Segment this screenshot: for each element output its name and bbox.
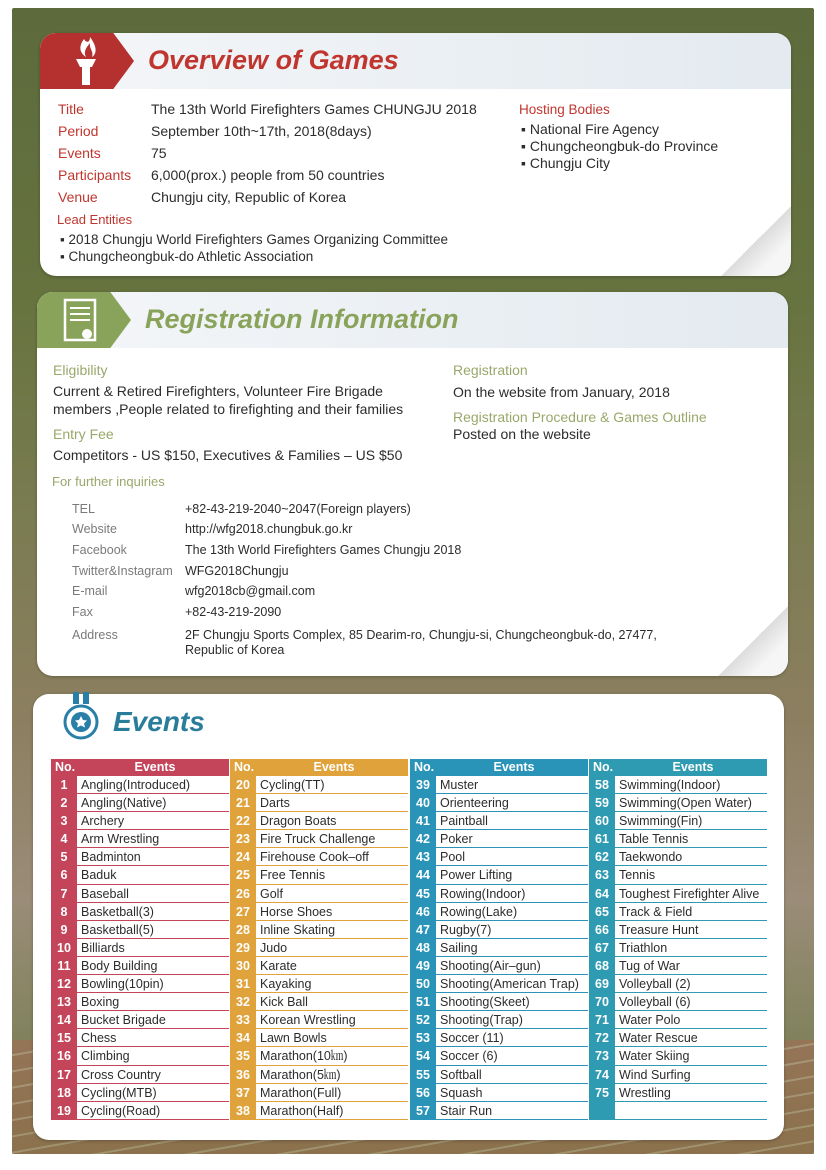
event-row (230, 921, 408, 939)
event-number: 21 (230, 794, 256, 811)
event-name: Toughest Firefighter Alive (615, 885, 767, 902)
contact-label-address: Address (72, 628, 118, 642)
page-curl (718, 606, 788, 676)
event-name: Basketball(5) (77, 921, 229, 938)
event-row (51, 776, 229, 794)
event-number: 68 (589, 957, 615, 974)
overview-value-venue: Chungju city, Republic of Korea (151, 189, 347, 205)
event-row (51, 975, 229, 993)
event-name: Volleyball (6) (615, 993, 767, 1010)
event-number: 34 (230, 1029, 256, 1046)
event-name: Muster (436, 776, 588, 793)
overview-label-venue: Venue (58, 189, 98, 205)
event-row (230, 830, 408, 848)
eligibility-label: Eligibility (53, 362, 108, 378)
event-row (230, 885, 408, 903)
event-number: 35 (230, 1047, 256, 1064)
event-row (410, 1084, 588, 1102)
event-name: Marathon(5㎞) (256, 1066, 408, 1083)
event-row (230, 776, 408, 794)
hosting-item: ▪ Chungcheongbuk-do Province (521, 138, 719, 154)
event-number: 8 (51, 903, 77, 920)
event-number: 60 (589, 812, 615, 829)
event-number: 48 (410, 939, 436, 956)
event-number: 44 (410, 866, 436, 883)
event-number: 37 (230, 1084, 256, 1101)
hosting-item: ▪ National Fire Agency (521, 121, 660, 137)
event-name: Rowing(Lake) (436, 903, 588, 920)
event-name: Karate (256, 957, 408, 974)
event-row (410, 812, 588, 830)
event-row (230, 1011, 408, 1029)
event-name: Water Rescue (615, 1029, 767, 1046)
event-number: 73 (589, 1047, 615, 1064)
event-name: Rowing(Indoor) (436, 885, 588, 902)
event-number: 6 (51, 866, 77, 883)
event-row (589, 1066, 767, 1084)
event-row (230, 1066, 408, 1084)
event-row (51, 866, 229, 884)
registration-title: Registration Information (145, 304, 459, 334)
event-row (51, 1029, 229, 1047)
certificate-icon (53, 292, 113, 348)
event-number: 1 (51, 776, 77, 793)
event-row (230, 903, 408, 921)
event-name: Cycling(TT) (256, 776, 408, 793)
events-column (410, 759, 588, 1120)
event-number: 63 (589, 866, 615, 883)
events-column-header (230, 759, 408, 776)
event-number: 9 (51, 921, 77, 938)
registration-card (37, 292, 788, 676)
event-number: 3 (51, 812, 77, 829)
overview-label-period: Period (58, 123, 99, 139)
event-number: 38 (230, 1102, 256, 1119)
event-number: 24 (230, 848, 256, 865)
procedure-value: Posted on the website (453, 426, 591, 442)
event-number: 29 (230, 939, 256, 956)
event-name: Marathon(Full) (256, 1084, 408, 1101)
event-row (410, 848, 588, 866)
event-number: 47 (410, 921, 436, 938)
event-number: 16 (51, 1047, 77, 1064)
event-row (230, 993, 408, 1011)
event-number: 7 (51, 885, 77, 902)
event-row (51, 957, 229, 975)
event-row (51, 939, 229, 957)
event-name: Shooting(American Trap) (436, 975, 588, 992)
header-no: No. (234, 760, 255, 774)
entry-fee-label: Entry Fee (53, 426, 114, 442)
inquiries-label: For further inquiries (52, 474, 165, 489)
event-name: Badminton (77, 848, 229, 865)
event-number: 54 (410, 1047, 436, 1064)
event-name: Arm Wrestling (77, 830, 229, 847)
event-number: 51 (410, 993, 436, 1010)
event-name: Climbing (77, 1047, 229, 1064)
event-number: 14 (51, 1011, 77, 1028)
events-title: Events (113, 706, 205, 737)
event-number: 23 (230, 830, 256, 847)
contact-value-fax: +82-43-219-2090 (185, 605, 282, 619)
event-number: 58 (589, 776, 615, 793)
event-name: Marathon(Half) (256, 1102, 408, 1119)
event-name: Basketball(3) (77, 903, 229, 920)
event-row (51, 885, 229, 903)
event-row (410, 794, 588, 812)
event-name: Track & Field (615, 903, 767, 920)
hosting-bodies-label: Hosting Bodies (519, 102, 610, 117)
event-row (410, 975, 588, 993)
event-number: 4 (51, 830, 77, 847)
event-name: Inline Skating (256, 921, 408, 938)
event-row (589, 975, 767, 993)
event-row (51, 1047, 229, 1065)
event-row (230, 1084, 408, 1102)
overview-card (40, 33, 791, 276)
event-number: 40 (410, 794, 436, 811)
event-number: 62 (589, 848, 615, 865)
event-row (410, 939, 588, 957)
event-name: Dragon Boats (256, 812, 408, 829)
event-name: Softball (436, 1066, 588, 1083)
event-row (589, 921, 767, 939)
header-events: Events (493, 760, 535, 774)
event-number: 75 (589, 1084, 615, 1101)
contact-label-website: Website (72, 522, 117, 536)
event-name: Archery (77, 812, 229, 829)
event-name: Swimming(Fin) (615, 812, 767, 829)
contact-label-email: E-mail (72, 584, 108, 598)
event-row (589, 993, 767, 1011)
event-number: 10 (51, 939, 77, 956)
event-row (589, 957, 767, 975)
event-number: 13 (51, 993, 77, 1010)
event-name: Shooting(Trap) (436, 1011, 588, 1028)
lead-entity-item: ▪ 2018 Chungju World Firefighters Games Organizing Committee (60, 232, 448, 247)
event-row (230, 1029, 408, 1047)
event-name: Water Polo (615, 1011, 767, 1028)
events-column (51, 759, 229, 1120)
event-row (589, 794, 767, 812)
event-row (589, 885, 767, 903)
header-events: Events (672, 760, 714, 774)
event-row (589, 1011, 767, 1029)
event-number: 12 (51, 975, 77, 992)
event-row (410, 903, 588, 921)
event-name: Angling(Introduced) (77, 776, 229, 793)
procedure-label: Registration Procedure & Games Outline (453, 409, 707, 425)
event-name: Shooting(Air–gun) (436, 957, 588, 974)
event-row (589, 776, 767, 794)
event-number: 59 (589, 794, 615, 811)
event-row (51, 1084, 229, 1102)
event-row (410, 866, 588, 884)
registration-label: Registration (453, 362, 528, 378)
torch-icon (56, 33, 116, 89)
event-row (410, 993, 588, 1011)
event-name: Paintball (436, 812, 588, 829)
contact-value-address-line2: Republic of Korea (185, 643, 285, 657)
event-number: 57 (410, 1102, 436, 1119)
event-row (230, 1047, 408, 1065)
event-name: Cycling(Road) (77, 1102, 229, 1119)
event-name: Poker (436, 830, 588, 847)
contact-value-address: 2F Chungju Sports Complex, 85 Dearim-ro, Chungju-si, Chungcheongbuk-do, 27477, (185, 628, 657, 642)
event-name: Wind Surfing (615, 1066, 767, 1083)
event-row (589, 866, 767, 884)
event-name: Kick Ball (256, 993, 408, 1010)
event-name: Judo (256, 939, 408, 956)
event-row (410, 1011, 588, 1029)
overview-value-period: September 10th~17th, 2018(8days) (151, 123, 372, 139)
contact-label-tel: TEL (72, 502, 95, 516)
event-row (230, 975, 408, 993)
event-number: 65 (589, 903, 615, 920)
event-name: Volleyball (2) (615, 975, 767, 992)
contact-value-facebook: The 13th World Firefighters Games Chungju 2018 (185, 543, 462, 557)
overview-label-participants: Participants (58, 167, 132, 183)
event-row (51, 993, 229, 1011)
event-row (230, 794, 408, 812)
event-row (230, 957, 408, 975)
event-name: Korean Wrestling (256, 1011, 408, 1028)
event-number: 74 (589, 1066, 615, 1083)
contact-value-social: WFG2018Chungju (185, 564, 289, 578)
event-number: 15 (51, 1029, 77, 1046)
event-number: 28 (230, 921, 256, 938)
events-column (230, 759, 408, 1120)
events-column-header (410, 759, 588, 776)
event-name: Squash (436, 1084, 588, 1101)
event-number: 33 (230, 1011, 256, 1028)
event-number: 61 (589, 830, 615, 847)
contact-label-fax: Fax (72, 605, 93, 619)
event-name: Billiards (77, 939, 229, 956)
event-name: Firehouse Cook–off (256, 848, 408, 865)
event-name: Soccer (11) (436, 1029, 588, 1046)
event-number: 17 (51, 1066, 77, 1083)
event-number: 43 (410, 848, 436, 865)
event-number: 50 (410, 975, 436, 992)
event-name: Chess (77, 1029, 229, 1046)
contact-label-facebook: Facebook (72, 543, 127, 557)
lead-entities-label: Lead Entities (57, 212, 133, 227)
contact-value-email[interactable]: wfg2018cb@gmail.com (185, 584, 316, 598)
event-name: Body Building (77, 957, 229, 974)
event-row (230, 1102, 408, 1120)
event-number: 2 (51, 794, 77, 811)
event-name: Baseball (77, 885, 229, 902)
event-row (51, 848, 229, 866)
events-column (589, 759, 767, 1120)
event-name: Bowling(10pin) (77, 975, 229, 992)
event-name: Swimming(Indoor) (615, 776, 767, 793)
event-number: 18 (51, 1084, 77, 1101)
event-number: 41 (410, 812, 436, 829)
event-number: 19 (51, 1102, 77, 1119)
event-number: 67 (589, 939, 615, 956)
event-number: 31 (230, 975, 256, 992)
event-name: Golf (256, 885, 408, 902)
events-column-header (589, 759, 767, 776)
overview-label-events: Events (58, 145, 101, 161)
event-number (589, 1102, 615, 1119)
event-number: 49 (410, 957, 436, 974)
header-events: Events (134, 760, 176, 774)
event-number: 25 (230, 866, 256, 883)
event-row (410, 921, 588, 939)
event-row (230, 848, 408, 866)
event-row (51, 1011, 229, 1029)
event-number: 30 (230, 957, 256, 974)
event-row (410, 776, 588, 794)
event-number: 69 (589, 975, 615, 992)
page-curl (721, 206, 791, 276)
event-name: Swimming(Open Water) (615, 794, 767, 811)
eligibility-value: members ,People related to firefighting and their families (53, 401, 404, 417)
event-name: Soccer (6) (436, 1047, 588, 1064)
overview-label-title: Title (58, 101, 84, 117)
event-name: Cross Country (77, 1066, 229, 1083)
event-number: 71 (589, 1011, 615, 1028)
event-name: Horse Shoes (256, 903, 408, 920)
event-name: Sailing (436, 939, 588, 956)
header-no: No. (414, 760, 435, 774)
event-number: 55 (410, 1066, 436, 1083)
overview-value-title: The 13th World Firefighters Games CHUNGJU 2018 (151, 101, 477, 117)
eligibility-value: Current & Retired Firefighters, Volunteer Fire Brigade (53, 383, 383, 399)
event-name: Stair Run (436, 1102, 588, 1119)
event-row (589, 848, 767, 866)
event-row (51, 830, 229, 848)
event-name: Tennis (615, 866, 767, 883)
event-name: Triathlon (615, 939, 767, 956)
event-name: Bucket Brigade (77, 1011, 229, 1028)
event-row (410, 1066, 588, 1084)
event-name: Baduk (77, 866, 229, 883)
event-number: 53 (410, 1029, 436, 1046)
header-events: Events (313, 760, 355, 774)
hosting-item: ▪ Chungju City (521, 155, 611, 171)
event-number: 27 (230, 903, 256, 920)
event-name: Taekwondo (615, 848, 767, 865)
event-name: Table Tennis (615, 830, 767, 847)
event-number: 45 (410, 885, 436, 902)
event-row (589, 939, 767, 957)
event-name: Marathon(10㎞) (256, 1047, 408, 1064)
event-number: 26 (230, 885, 256, 902)
event-row (589, 1047, 767, 1065)
event-name: Angling(Native) (77, 794, 229, 811)
event-name: Tug of War (615, 957, 767, 974)
overview-title: Overview of Games (148, 45, 399, 75)
event-row (410, 957, 588, 975)
event-row (410, 1047, 588, 1065)
event-row (589, 903, 767, 921)
event-row (589, 1084, 767, 1102)
event-name: Pool (436, 848, 588, 865)
event-name: Orienteering (436, 794, 588, 811)
event-row (230, 939, 408, 957)
event-number: 56 (410, 1084, 436, 1101)
medal-icon (61, 692, 101, 746)
event-row (51, 794, 229, 812)
event-row (410, 830, 588, 848)
event-name: Free Tennis (256, 866, 408, 883)
contact-label-social: Twitter&Instagram (72, 564, 173, 578)
event-name (615, 1102, 767, 1119)
event-number: 70 (589, 993, 615, 1010)
event-row (589, 812, 767, 830)
event-number: 72 (589, 1029, 615, 1046)
event-row (51, 921, 229, 939)
event-row (589, 1102, 767, 1120)
header-no: No. (55, 760, 76, 774)
event-row (410, 885, 588, 903)
event-row (589, 1029, 767, 1047)
event-number: 42 (410, 830, 436, 847)
event-name: Shooting(Skeet) (436, 993, 588, 1010)
overview-value-participants: 6,000(prox.) people from 50 countries (151, 167, 385, 183)
contact-value-tel: +82-43-219-2040~2047(Foreign players) (185, 502, 411, 516)
event-number: 11 (51, 957, 77, 974)
event-number: 52 (410, 1011, 436, 1028)
event-number: 66 (589, 921, 615, 938)
event-number: 36 (230, 1066, 256, 1083)
events-column-header (51, 759, 229, 776)
registration-value: On the website from January, 2018 (453, 384, 670, 400)
event-row (51, 1066, 229, 1084)
event-row (51, 903, 229, 921)
event-row (230, 866, 408, 884)
event-number: 32 (230, 993, 256, 1010)
event-row (410, 1102, 588, 1120)
event-row (51, 812, 229, 830)
event-name: Wrestling (615, 1084, 767, 1101)
event-row (51, 1102, 229, 1120)
event-row (230, 812, 408, 830)
event-number: 39 (410, 776, 436, 793)
lead-entity-item: ▪ Chungcheongbuk-do Athletic Association (60, 249, 314, 264)
event-name: Water Skiing (615, 1047, 767, 1064)
event-name: Lawn Bowls (256, 1029, 408, 1046)
event-name: Boxing (77, 993, 229, 1010)
event-name: Power Lifting (436, 866, 588, 883)
entry-fee-value: Competitors - US $150, Executives & Families – US $50 (53, 447, 403, 463)
event-name: Cycling(MTB) (77, 1084, 229, 1101)
event-name: Darts (256, 794, 408, 811)
event-number: 20 (230, 776, 256, 793)
event-number: 5 (51, 848, 77, 865)
event-name: Fire Truck Challenge (256, 830, 408, 847)
overview-value-events: 75 (151, 145, 167, 161)
event-name: Treasure Hunt (615, 921, 767, 938)
event-name: Kayaking (256, 975, 408, 992)
event-number: 22 (230, 812, 256, 829)
event-name: Rugby(7) (436, 921, 588, 938)
event-number: 46 (410, 903, 436, 920)
event-row (410, 1029, 588, 1047)
event-number: 64 (589, 885, 615, 902)
contact-value-website[interactable]: http://wfg2018.chungbuk.go.kr (185, 522, 353, 536)
event-row (589, 830, 767, 848)
header-no: No. (593, 760, 614, 774)
